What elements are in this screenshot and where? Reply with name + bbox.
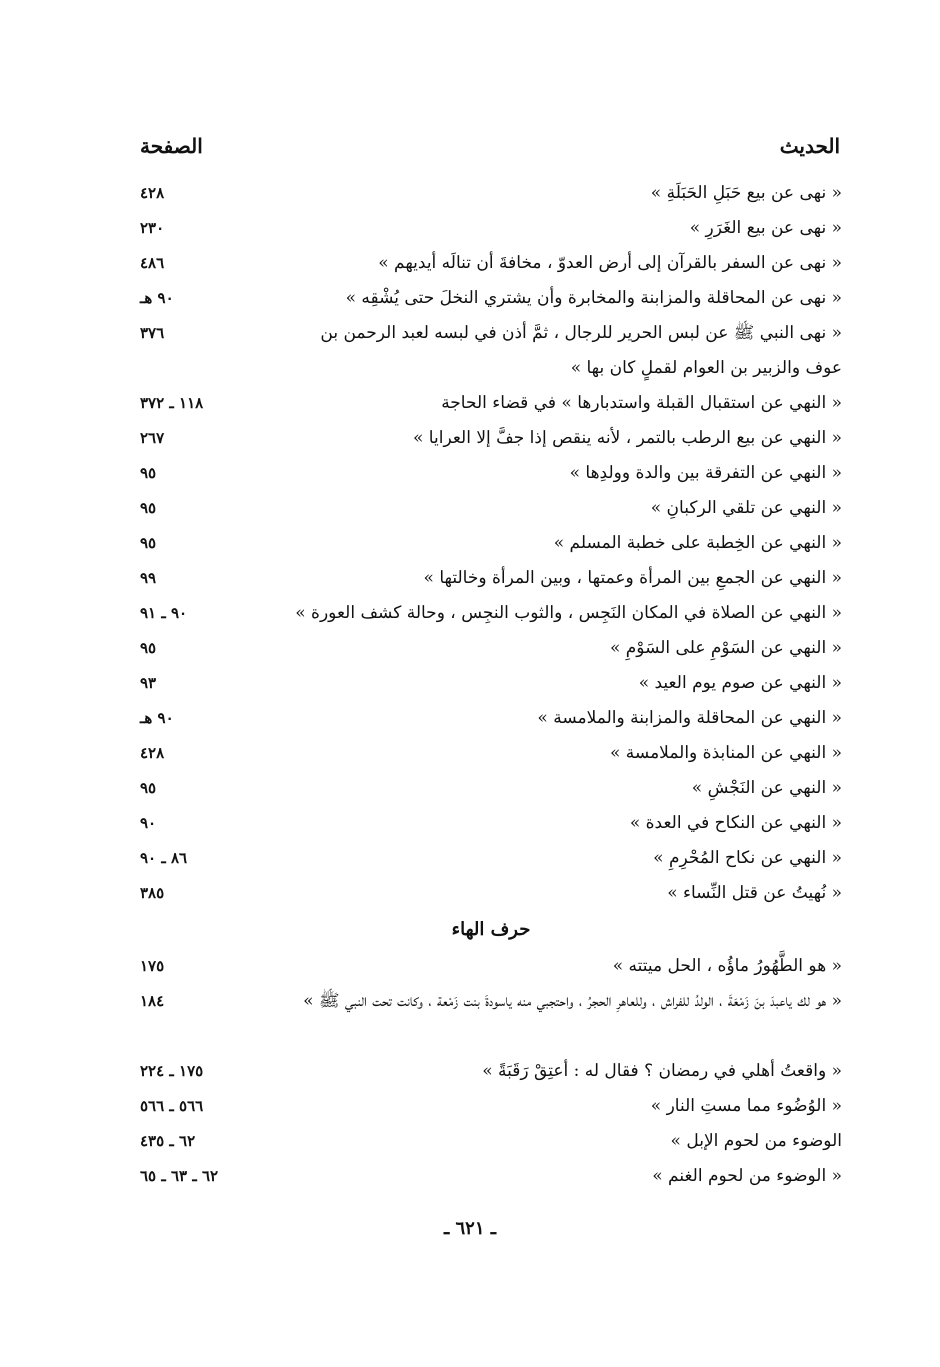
page-ref: ١٨٤ <box>140 992 165 1010</box>
page-ref: ٩٥ <box>140 464 157 482</box>
hadith-text: « النهي عن النكاح في العدة » <box>629 813 842 833</box>
index-entry <box>140 211 842 246</box>
page-ref: ٩٥ <box>140 499 157 517</box>
index-entry <box>140 1054 842 1089</box>
hadith-text: « النهي عن الجمعِ بين المرأة وعمتها ، وبين المرأة وخالتها » <box>423 568 842 588</box>
page-ref: ٢٣٠ <box>140 219 165 237</box>
hadith-text: « النهي عن المحاقلة والمزابنة والملامسة » <box>537 708 842 728</box>
hadith-text: « نهى عن السفر بالقرآن إلى أرض العدوّ ، مخافةَ أن تنالَه أيديهم » <box>378 253 842 273</box>
index-entry <box>140 491 842 526</box>
page-ref: ٥٦٦ ـ ٥٦٦ <box>140 1097 204 1115</box>
index-entry <box>140 246 842 281</box>
hadith-text: « النهي عن المنابذة والملامسة » <box>609 743 842 763</box>
index-entry <box>140 984 842 1054</box>
page-ref: ٩٩ <box>140 569 157 587</box>
hadith-text: « النهي عن السَوْمِ على السَوْمِ » <box>609 638 842 658</box>
index-entry <box>140 841 842 876</box>
hadith-text: « النهي عن صوم يوم العيد » <box>638 673 842 693</box>
index-entry <box>140 1159 842 1194</box>
page-ref: ٩٣ <box>140 674 157 692</box>
page-ref: ٤٨٦ <box>140 254 165 272</box>
page-number: ـ ٦٢١ ـ <box>443 1218 497 1239</box>
index-entry <box>140 806 842 841</box>
page-ref: ٩٥ <box>140 779 157 797</box>
hadith-text: « هو لك ياعبدَ بنَ زَمْعَةَ ، الولدُ للفراش ، وللعاهرِ الحجرُ ، واحتجبي منه ياسودةَ بنت زَمْعة ، وكانت تحت النبي ﷺ » <box>303 991 842 1011</box>
hadith-text: « نهى عن بيع حَبَلِ الحَبَلَةِ » <box>650 183 842 203</box>
page-ref: ٢٦٧ <box>140 429 165 447</box>
column-header <box>140 130 840 162</box>
page-ref: ٦٢ ـ ٤٣٥ <box>140 1132 196 1150</box>
hadith-text: « النهي عن بيع الرطب بالتمر ، لأنه ينقص إذا جفَّ إلا العرايا » <box>413 428 842 448</box>
page-ref: ٩٠ هـ <box>140 289 174 307</box>
page-ref: ١١٨ ـ ٣٧٢ <box>140 394 204 412</box>
page-ref: ١٧٥ <box>140 957 165 975</box>
page-ref: ٤٢٨ <box>140 744 165 762</box>
index-entry <box>140 1089 842 1124</box>
page-column-label: الصفحة <box>140 134 203 158</box>
index-entry <box>140 876 842 911</box>
page-ref: ٦٢ ـ ٦٣ ـ ٦٥ <box>140 1167 219 1185</box>
index-entry <box>140 596 842 631</box>
index-entry <box>140 949 842 984</box>
index-entry <box>140 771 842 806</box>
index-entry <box>140 456 842 491</box>
page-ref: ٣٧٦ <box>140 324 165 342</box>
page-ref: ٩٥ <box>140 534 157 552</box>
index-entry <box>140 1124 842 1159</box>
hadith-text: « النهي عن تلقي الركبانِ » <box>650 498 842 518</box>
page-ref: ٩٠ <box>140 814 157 832</box>
index-entry <box>140 666 842 701</box>
index-entry <box>140 631 842 666</box>
hadith-text: « الوضوء من لحوم الغنم » <box>652 1166 842 1186</box>
page-ref: ٩٥ <box>140 639 157 657</box>
hadith-text: « هو الطَّهُورُ ماؤُه ، الحل ميتته » <box>612 956 842 976</box>
index-entry <box>140 421 842 456</box>
page-ref: ٩٠ ـ ٩١ <box>140 604 188 622</box>
hadith-text: « النهي عن النَجْشِ » <box>691 778 842 798</box>
index-entry <box>140 176 842 211</box>
hadith-text: « نهى عن المحاقلة والمزابنة والمخابرة وأن يشتري النخلَ حتى يُشْقِه » <box>345 288 842 308</box>
index-entry <box>140 561 842 596</box>
index-entry <box>140 736 842 771</box>
hadith-text: « النهي عن التفرقة بين والدة وولدِها » <box>569 463 842 483</box>
hadith-text: « النهي عن نكاح المُحْرِمِ » <box>653 848 842 868</box>
hadith-text: « واقعتُ أهلي في رمضان ؟ فقال له : أعتِقْ رَقَبَةً » <box>482 1061 842 1081</box>
hadith-text: الوضوء من لحوم الإبل » <box>670 1131 842 1151</box>
hadith-text: « النهي عن استقبال القبلة واستدبارها » في قضاء الحاجة <box>441 393 842 413</box>
hadith-text: « النهي عن الخِطبة على خطبة المسلم » <box>553 533 842 553</box>
index-list <box>140 176 842 1194</box>
index-entry <box>140 526 842 561</box>
page-ref: ٣٨٥ <box>140 884 165 902</box>
hadith-text: « نهى عن بيع الغَرَرِ » <box>689 218 842 238</box>
hadith-column-label: الحديث <box>779 134 840 158</box>
hadith-text: « الوُضُوء مما مستِ النار » <box>650 1096 842 1116</box>
page-ref: ٤٢٨ <box>140 184 165 202</box>
page-ref: ٨٦ ـ ٩٠ <box>140 849 188 867</box>
page-ref: ٩٠ هـ <box>140 709 174 727</box>
hadith-text: « النهي عن الصلاة في المكان النَجِس ، والثوب النجِس ، وحالة كشف العورة » <box>295 603 842 623</box>
page-ref: ١٧٥ ـ ٢٢٤ <box>140 1062 204 1080</box>
index-entry <box>140 701 842 736</box>
hadith-text: « نهى النبي ﷺ عن لبس الحرير للرجال ، ثمَّ أذن في لبسه لعبد الرحمن بن عوف والزبير بن العوام لقملٍ كان بها » <box>320 323 842 378</box>
section-heading: حرف الهاء <box>451 919 531 940</box>
hadith-text: « نُهيتُ عن قتل النِّساء » <box>667 883 842 903</box>
index-entry <box>140 316 842 386</box>
index-entry <box>140 281 842 316</box>
index-entry <box>140 386 842 421</box>
